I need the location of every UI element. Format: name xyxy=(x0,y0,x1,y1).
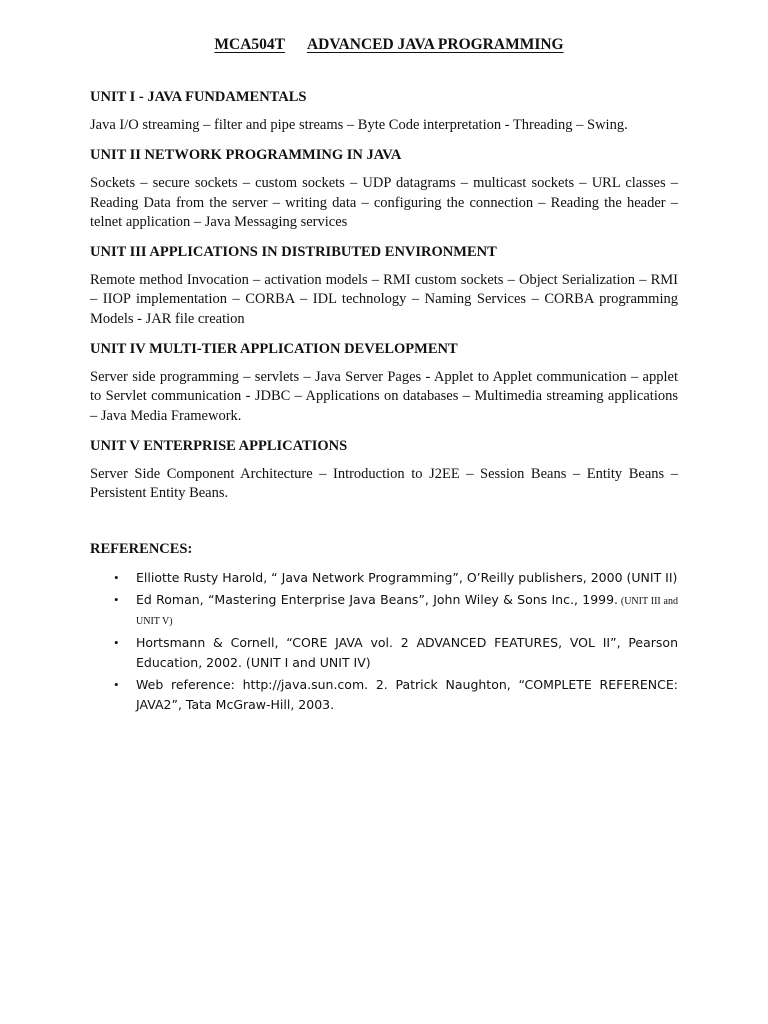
reference-item xyxy=(114,633,678,673)
unit-2-body: Sockets – secure sockets – custom sockets – UDP datagrams – multicast sockets – URL classes – Reading Data from the server – writing data – configuring the connection – Reading the header – telnet application – Java Messaging services xyxy=(90,175,678,230)
reference-text: Elliotte Rusty Harold, “ Java Network Programming”, O’Reilly publishers, 2000 (UNIT II) xyxy=(136,569,678,585)
unit-5-heading: UNIT V ENTERPRISE APPLICATIONS xyxy=(90,437,348,454)
page-title xyxy=(90,34,678,56)
references-heading: REFERENCES: xyxy=(90,540,193,557)
bullet-icon: • xyxy=(114,591,119,607)
reference-item xyxy=(114,568,678,588)
references-list xyxy=(90,568,678,715)
reference-item xyxy=(114,675,678,715)
unit-3-heading: UNIT III APPLICATIONS IN DISTRIBUTED ENVIRONMENT xyxy=(90,244,497,261)
course-name: ADVANCED JAVA PROGRAMMING xyxy=(306,36,564,53)
bullet-icon: • xyxy=(114,634,119,650)
reference-text: Ed Roman, “Mastering Enterprise Java Beans”, John Wiley & Sons Inc., 1999. xyxy=(136,591,619,607)
unit-1-body: Java I/O streaming – filter and pipe streams – Byte Code interpretation - Threading – Swing. xyxy=(90,117,628,133)
title-text xyxy=(214,36,563,53)
syllabus-page xyxy=(90,34,678,717)
course-code: MCA504T xyxy=(214,36,285,53)
unit-3-body: Remote method Invocation – activation models – RMI custom sockets – Object Serialization – RMI – IIOP implementation – CORBA – IDL technology – Naming Services – CORBA programming Models - JAR file creation xyxy=(90,272,678,327)
unit-4-heading: UNIT IV MULTI-TIER APPLICATION DEVELOPMENT xyxy=(90,341,458,358)
reference-item xyxy=(114,590,678,631)
unit-1-heading: UNIT I - JAVA FUNDAMENTALS xyxy=(90,89,307,105)
bullet-icon: • xyxy=(114,569,119,585)
reference-unit-note: (UNIT III and UNIT V) xyxy=(136,595,678,627)
bullet-icon: • xyxy=(114,676,119,692)
reference-text: Hortsmann & Cornell, “CORE JAVA vol. 2 ADVANCED FEATURES, VOL II”, Pearson Education, 2002. (UNIT I and UNIT IV) xyxy=(136,634,678,670)
reference-text: Web reference: http://java.sun.com. 2. Patrick Naughton, “COMPLETE REFERENCE: JAVA2”, Tata McGraw-Hill, 2003. xyxy=(136,676,678,712)
unit-5-body: Server Side Component Architecture – Introduction to J2EE – Session Beans – Entity Beans – Persistent Entity Beans. xyxy=(90,465,678,502)
unit-2-heading: UNIT II NETWORK PROGRAMMING IN JAVA xyxy=(90,147,402,164)
unit-4-body: Server side programming – servlets – Java Server Pages - Applet to Applet communication – applet to Servlet communication - JDBC – Applications on databases – Multimedia streaming applications – Java Media Framework. xyxy=(90,369,678,424)
